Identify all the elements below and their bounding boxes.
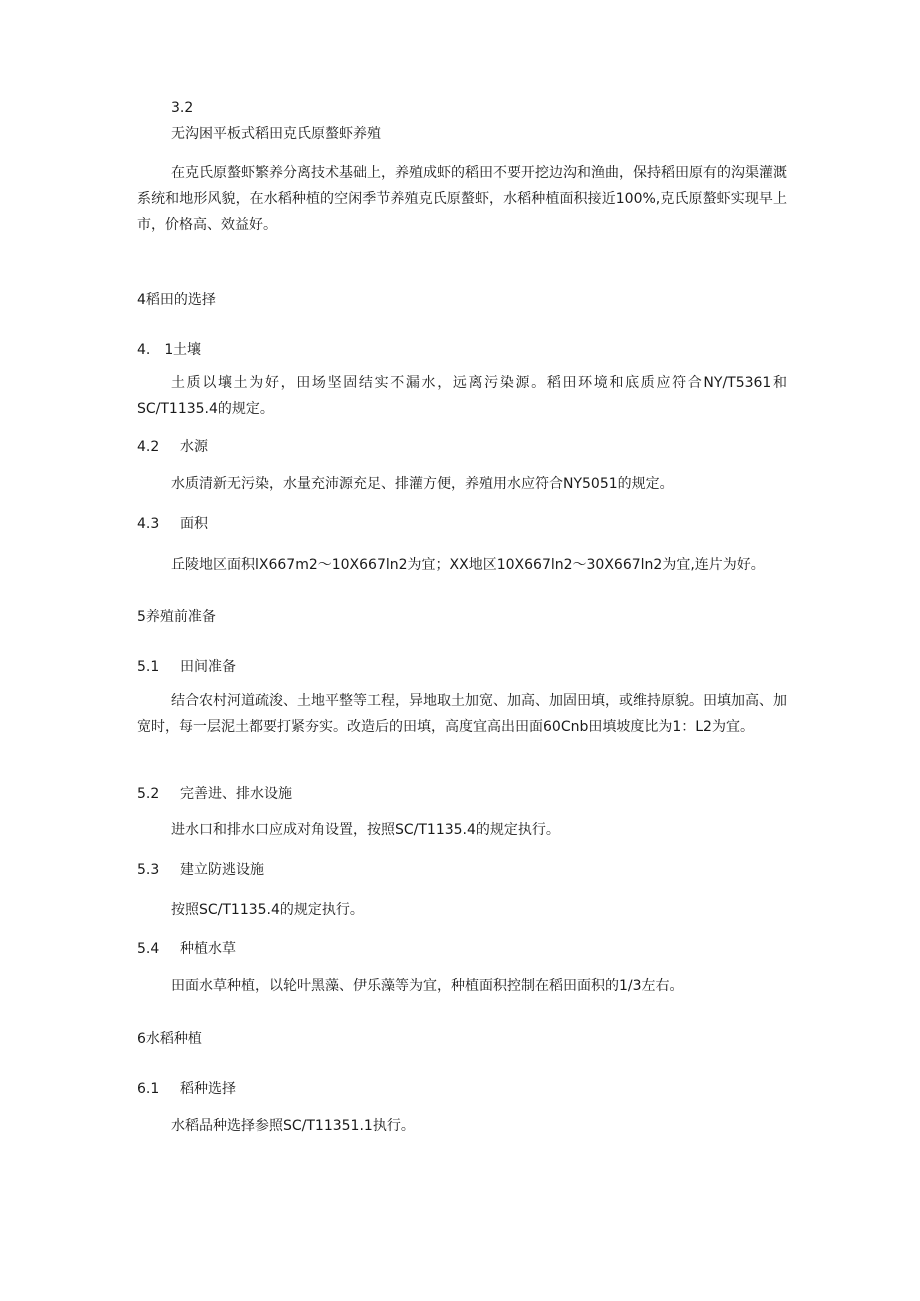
section-5-1-title: 田间准备 [180, 659, 236, 675]
section-5-4-number: 5.4 [137, 941, 160, 957]
section-4-1-body: 土质以壤土为好，田场坚固结实不漏水，远离污染源。稻田环境和底质应符合NY/T5361和SC/T1135.4的规定。 [137, 375, 787, 417]
section-5-3-number: 5.3 [137, 862, 160, 878]
section-5-2-heading [137, 784, 292, 804]
section-4-3-heading [137, 514, 208, 534]
section-4-1-number: 4. 1 [137, 342, 174, 358]
section-5-2-number: 5.2 [137, 786, 160, 802]
section-5-2-title: 完善进、排水设施 [180, 786, 292, 802]
section-4-3-body: 丘陵地区面积lX667m2～10X667ln2为宜；XX地区10X667ln2～30X667ln2为宜,连片为好。 [171, 557, 765, 573]
section-3-2-title: 无沟困平板式稻田克氏原螯虾养殖 [171, 126, 381, 142]
section-3-2-body: 在克氏原螯虾繁养分离技术基础上，养殖成虾的稻田不要开挖边沟和渔曲，保持稻田原有的沟渠灌溉系统和地形风貌，在水稻种植的空闲季节养殖克氏原螯虾，水稻种植面积接近100%,克氏原螯虾实现早上市，价格高、效益好。 [137, 165, 787, 233]
section-5-heading: 5养殖前准备 [137, 609, 216, 625]
section-6-heading: 6水稻种植 [137, 1031, 202, 1047]
section-5-4-title: 种植水草 [180, 941, 236, 957]
section-5-1-heading [137, 657, 236, 677]
section-5-2-body: 进水口和排水口应成对角设置，按照SC/T1135.4的规定执行。 [171, 822, 560, 838]
section-5-3-title: 建立防逃设施 [180, 862, 264, 878]
section-6-1-number: 6.1 [137, 1081, 160, 1097]
section-5-4-body: 田面水草种植，以轮叶黑藻、伊乐藻等为宜，种植面积控制在稻田面积的1/3左右。 [171, 978, 684, 994]
section-6-1-heading [137, 1079, 236, 1099]
section-5-1-number: 5.1 [137, 659, 160, 675]
section-4-2-heading [137, 437, 208, 457]
section-4-heading: 4稻田的选择 [137, 292, 216, 308]
section-4-3-title: 面积 [180, 516, 208, 532]
section-5-3-heading [137, 860, 264, 880]
section-6-1-title: 稻种选择 [180, 1081, 236, 1097]
section-4-1-title: 土壤 [173, 342, 201, 358]
section-4-3-number: 4.3 [137, 516, 160, 532]
section-3-2-number: 3.2 [171, 100, 194, 116]
section-5-1-body: 结合农村河道疏浚、土地平整等工程，异地取土加宽、加高、加固田填，或维持原貌。田填加高、加宽时，每一层泥土都要打紧夯实。改造后的田填，高度宜高出田面60Cnb田填坡度比为1：L2为宜。 [137, 693, 787, 735]
section-4-2-body: 水质清新无污染，水量充沛源充足、排灌方便，养殖用水应符合NY5051的规定。 [171, 476, 674, 492]
section-4-2-title: 水源 [180, 439, 208, 455]
section-5-3-body: 按照SC/T1135.4的规定执行。 [171, 902, 364, 918]
section-4-2-number: 4.2 [137, 439, 160, 455]
section-5-4-heading [137, 939, 236, 959]
section-4-1-heading [137, 340, 201, 360]
section-6-1-body: 水稻品种选择参照SC/T11351.1执行。 [171, 1118, 415, 1134]
